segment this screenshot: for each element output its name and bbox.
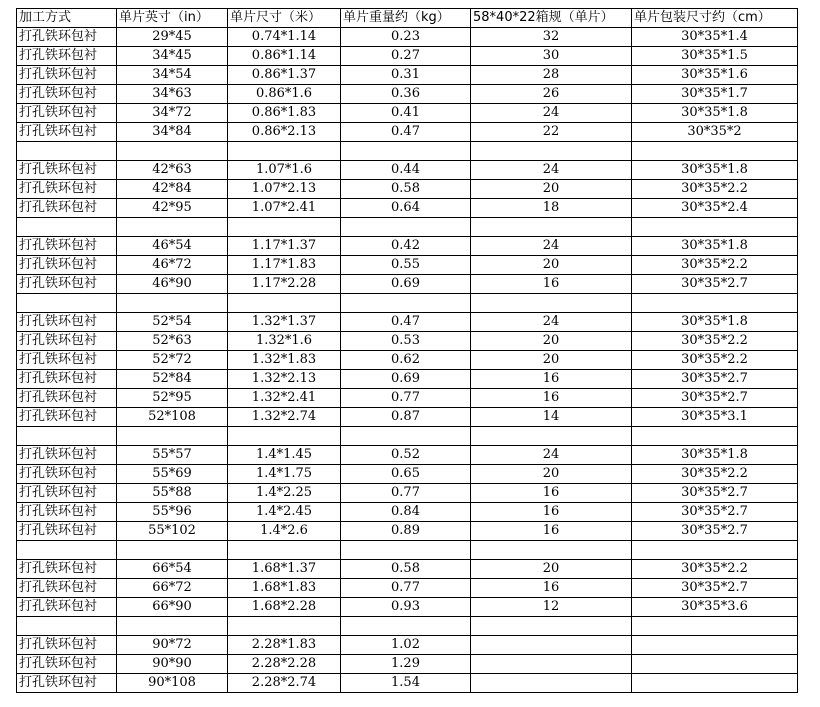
header-cell-size-meters[interactable]: 单片尺寸（米） [228,9,341,28]
table-row [17,484,798,503]
cell-size-meters[interactable]: 1.32*2.13 [228,370,341,389]
cell-processing-method[interactable]: 打孔铁环包衬 [17,655,117,674]
cell-size-inches[interactable]: 46*72 [117,256,228,275]
cell-carton-qty[interactable]: 16 [471,484,632,503]
table-row [17,332,798,351]
cell-weight[interactable] [341,617,471,636]
table-row [17,275,798,294]
cell-carton-qty[interactable]: 26 [471,85,632,104]
cell-processing-method[interactable]: 打孔铁环包衬 [17,351,117,370]
table-row [17,199,798,218]
cell-size-meters[interactable]: 1.07*1.6 [228,161,341,180]
cell-size-inches[interactable]: 34*45 [117,47,228,66]
cell-package-size[interactable] [632,294,798,313]
cell-size-meters[interactable]: 0.86*1.6 [228,85,341,104]
table-row [17,655,798,674]
cell-carton-qty[interactable]: 20 [471,351,632,370]
spacer-row [17,427,798,446]
cell-carton-qty[interactable] [471,427,632,446]
table-row [17,123,798,142]
cell-processing-method[interactable]: 打孔铁环包衬 [17,85,117,104]
cell-processing-method[interactable] [17,541,117,560]
cell-size-inches[interactable] [117,541,228,560]
cell-size-meters[interactable]: 1.32*1.83 [228,351,341,370]
cell-size-meters[interactable]: 1.4*2.45 [228,503,341,522]
cell-size-inches[interactable] [117,294,228,313]
cell-processing-method[interactable]: 打孔铁环包衬 [17,180,117,199]
header-cell-size-inches[interactable]: 单片英寸（in） [117,9,228,28]
table-row [17,579,798,598]
table-row [17,389,798,408]
cell-weight[interactable]: 0.31 [341,66,471,85]
cell-package-size[interactable]: 30*35*2.7 [632,579,798,598]
table-row [17,313,798,332]
cell-carton-qty[interactable]: 24 [471,313,632,332]
cell-weight[interactable]: 0.77 [341,484,471,503]
cell-weight[interactable]: 0.36 [341,85,471,104]
cell-package-size[interactable]: 30*35*2.4 [632,199,798,218]
header-cell-weight[interactable]: 单片重量约（kg） [341,9,471,28]
cell-package-size[interactable]: 30*35*2.2 [632,351,798,370]
cell-weight[interactable]: 0.87 [341,408,471,427]
cell-size-inches[interactable]: 34*72 [117,104,228,123]
cell-package-size[interactable]: 30*35*2.7 [632,275,798,294]
cell-carton-qty[interactable]: 24 [471,446,632,465]
cell-carton-qty[interactable]: 16 [471,522,632,541]
cell-processing-method[interactable] [17,294,117,313]
cell-size-inches[interactable]: 90*108 [117,674,228,693]
cell-weight[interactable] [341,541,471,560]
cell-carton-qty[interactable] [471,674,632,693]
cell-carton-qty[interactable] [471,142,632,161]
cell-size-inches[interactable]: 55*102 [117,522,228,541]
cell-package-size[interactable] [632,636,798,655]
cell-package-size[interactable]: 30*35*1.8 [632,161,798,180]
cell-carton-qty[interactable] [471,541,632,560]
cell-weight[interactable]: 0.65 [341,465,471,484]
cell-size-meters[interactable]: 1.07*2.13 [228,180,341,199]
cell-processing-method[interactable]: 打孔铁环包衬 [17,275,117,294]
cell-carton-qty[interactable]: 16 [471,370,632,389]
cell-package-size[interactable]: 30*35*2.2 [632,465,798,484]
cell-carton-qty[interactable]: 30 [471,47,632,66]
cell-size-meters[interactable] [228,541,341,560]
cell-processing-method[interactable]: 打孔铁环包衬 [17,66,117,85]
table-row [17,370,798,389]
cell-weight[interactable]: 0.44 [341,161,471,180]
cell-processing-method[interactable]: 打孔铁环包衬 [17,636,117,655]
table-row [17,674,798,693]
cell-weight[interactable]: 0.93 [341,598,471,617]
cell-weight[interactable]: 0.27 [341,47,471,66]
cell-processing-method[interactable]: 打孔铁环包衬 [17,389,117,408]
cell-weight[interactable]: 0.69 [341,370,471,389]
cell-size-inches[interactable]: 52*95 [117,389,228,408]
cell-carton-qty[interactable]: 12 [471,598,632,617]
cell-carton-qty[interactable]: 16 [471,579,632,598]
cell-weight[interactable]: 0.77 [341,389,471,408]
cell-processing-method[interactable]: 打孔铁环包衬 [17,28,117,47]
cell-weight[interactable]: 0.64 [341,199,471,218]
cell-package-size[interactable]: 30*35*2.2 [632,332,798,351]
cell-carton-qty[interactable]: 16 [471,389,632,408]
cell-processing-method[interactable] [17,617,117,636]
cell-processing-method[interactable] [17,218,117,237]
cell-package-size[interactable]: 30*35*1.8 [632,313,798,332]
cell-size-inches[interactable] [117,427,228,446]
cell-carton-qty[interactable]: 22 [471,123,632,142]
cell-package-size[interactable]: 30*35*2.7 [632,484,798,503]
cell-size-inches[interactable]: 52*108 [117,408,228,427]
cell-processing-method[interactable]: 打孔铁环包衬 [17,370,117,389]
cell-size-meters[interactable]: 1.4*2.6 [228,522,341,541]
cell-package-size[interactable]: 30*35*1.8 [632,104,798,123]
cell-size-meters[interactable]: 2.28*1.83 [228,636,341,655]
cell-size-meters[interactable]: 1.32*1.6 [228,332,341,351]
cell-package-size[interactable]: 30*35*2.7 [632,389,798,408]
cell-carton-qty[interactable]: 24 [471,104,632,123]
cell-size-inches[interactable]: 34*63 [117,85,228,104]
cell-size-meters[interactable]: 1.32*1.37 [228,313,341,332]
cell-size-meters[interactable]: 1.4*1.45 [228,446,341,465]
cell-processing-method[interactable]: 打孔铁环包衬 [17,408,117,427]
cell-weight[interactable]: 0.42 [341,237,471,256]
cell-processing-method[interactable]: 打孔铁环包衬 [17,598,117,617]
cell-weight[interactable]: 0.69 [341,275,471,294]
table-row [17,28,798,47]
cell-carton-qty[interactable] [471,218,632,237]
spacer-row [17,617,798,636]
cell-package-size[interactable] [632,617,798,636]
cell-carton-qty[interactable]: 32 [471,28,632,47]
cell-size-inches[interactable]: 29*45 [117,28,228,47]
cell-size-meters[interactable] [228,617,341,636]
cell-size-inches[interactable]: 55*88 [117,484,228,503]
cell-carton-qty[interactable]: 14 [471,408,632,427]
cell-package-size[interactable]: 30*35*2 [632,123,798,142]
cell-carton-qty[interactable] [471,655,632,674]
cell-processing-method[interactable]: 打孔铁环包衬 [17,123,117,142]
cell-size-inches[interactable]: 52*84 [117,370,228,389]
header-cell-package-size[interactable]: 单片包装尺寸约（cm） [632,9,798,28]
cell-package-size[interactable]: 30*35*3.1 [632,408,798,427]
cell-size-meters[interactable]: 1.17*1.37 [228,237,341,256]
cell-processing-method[interactable]: 打孔铁环包衬 [17,104,117,123]
cell-weight[interactable]: 0.23 [341,28,471,47]
cell-weight[interactable]: 0.84 [341,503,471,522]
table-row [17,351,798,370]
cell-processing-method[interactable]: 打孔铁环包衬 [17,465,117,484]
cell-carton-qty[interactable]: 20 [471,560,632,579]
cell-carton-qty[interactable]: 28 [471,66,632,85]
cell-size-meters[interactable]: 1.32*2.41 [228,389,341,408]
table-row [17,85,798,104]
cell-size-meters[interactable]: 0.86*1.37 [228,66,341,85]
cell-size-meters[interactable]: 0.74*1.14 [228,28,341,47]
cell-package-size[interactable]: 30*35*2.7 [632,503,798,522]
cell-size-meters[interactable]: 1.17*1.83 [228,256,341,275]
table-row [17,446,798,465]
cell-size-meters[interactable]: 1.68*1.83 [228,579,341,598]
cell-weight[interactable]: 1.02 [341,636,471,655]
cell-size-inches[interactable]: 46*90 [117,275,228,294]
cell-size-meters[interactable]: 1.4*1.75 [228,465,341,484]
spacer-row [17,541,798,560]
cell-processing-method[interactable] [17,427,117,446]
cell-package-size[interactable] [632,655,798,674]
cell-package-size[interactable] [632,674,798,693]
cell-processing-method[interactable]: 打孔铁环包衬 [17,313,117,332]
header-cell-processing-method[interactable]: 加工方式 [17,9,117,28]
cell-carton-qty[interactable]: 24 [471,161,632,180]
cell-weight[interactable] [341,142,471,161]
cell-processing-method[interactable]: 打孔铁环包衬 [17,332,117,351]
cell-weight[interactable]: 1.29 [341,655,471,674]
cell-processing-method[interactable]: 打孔铁环包衬 [17,560,117,579]
cell-carton-qty[interactable]: 16 [471,503,632,522]
cell-processing-method[interactable]: 打孔铁环包衬 [17,674,117,693]
cell-package-size[interactable]: 30*35*2.2 [632,256,798,275]
cell-weight[interactable]: 0.52 [341,446,471,465]
cell-weight[interactable]: 0.47 [341,313,471,332]
product-spec-table [16,8,798,693]
cell-size-meters[interactable] [228,218,341,237]
spacer-row [17,294,798,313]
cell-processing-method[interactable]: 打孔铁环包衬 [17,47,117,66]
cell-size-meters[interactable] [228,142,341,161]
cell-size-meters[interactable]: 0.86*2.13 [228,123,341,142]
cell-weight[interactable]: 0.47 [341,123,471,142]
cell-size-inches[interactable]: 90*72 [117,636,228,655]
cell-weight[interactable]: 0.62 [341,351,471,370]
cell-carton-qty[interactable]: 20 [471,332,632,351]
cell-carton-qty[interactable] [471,636,632,655]
cell-weight[interactable]: 0.77 [341,579,471,598]
table-row [17,503,798,522]
cell-package-size[interactable]: 30*35*2.2 [632,180,798,199]
cell-package-size[interactable]: 30*35*1.6 [632,66,798,85]
cell-package-size[interactable]: 30*35*3.6 [632,598,798,617]
cell-package-size[interactable] [632,541,798,560]
cell-processing-method[interactable]: 打孔铁环包衬 [17,484,117,503]
cell-size-inches[interactable]: 55*57 [117,446,228,465]
cell-size-meters[interactable]: 1.07*2.41 [228,199,341,218]
cell-package-size[interactable]: 30*35*1.5 [632,47,798,66]
cell-processing-method[interactable]: 打孔铁环包衬 [17,522,117,541]
cell-weight[interactable]: 0.58 [341,180,471,199]
cell-size-meters[interactable]: 1.32*2.74 [228,408,341,427]
table-row [17,465,798,484]
table-row [17,522,798,541]
cell-carton-qty[interactable]: 18 [471,199,632,218]
cell-size-inches[interactable]: 42*63 [117,161,228,180]
cell-size-inches[interactable]: 42*84 [117,180,228,199]
cell-size-meters[interactable]: 1.68*1.37 [228,560,341,579]
cell-package-size[interactable]: 30*35*1.8 [632,446,798,465]
cell-size-inches[interactable]: 55*69 [117,465,228,484]
cell-weight[interactable]: 0.55 [341,256,471,275]
cell-processing-method[interactable]: 打孔铁环包衬 [17,579,117,598]
table-body [17,9,798,693]
table-row [17,256,798,275]
cell-package-size[interactable]: 30*35*1.4 [632,28,798,47]
cell-package-size[interactable]: 30*35*2.2 [632,560,798,579]
table-row [17,180,798,199]
cell-size-inches[interactable]: 66*54 [117,560,228,579]
cell-size-meters[interactable]: 1.68*2.28 [228,598,341,617]
cell-size-inches[interactable] [117,218,228,237]
cell-carton-qty[interactable] [471,294,632,313]
cell-size-meters[interactable]: 2.28*2.74 [228,674,341,693]
cell-weight[interactable]: 0.41 [341,104,471,123]
cell-size-inches[interactable]: 34*84 [117,123,228,142]
cell-size-inches[interactable]: 34*54 [117,66,228,85]
cell-package-size[interactable]: 30*35*2.7 [632,370,798,389]
table-row [17,560,798,579]
cell-size-inches[interactable]: 42*95 [117,199,228,218]
cell-size-inches[interactable]: 90*90 [117,655,228,674]
cell-processing-method[interactable]: 打孔铁环包衬 [17,256,117,275]
cell-processing-method[interactable]: 打孔铁环包衬 [17,446,117,465]
cell-carton-qty[interactable]: 20 [471,465,632,484]
cell-package-size[interactable]: 30*35*2.7 [632,522,798,541]
cell-weight[interactable]: 0.89 [341,522,471,541]
cell-package-size[interactable]: 30*35*1.8 [632,237,798,256]
cell-weight[interactable] [341,427,471,446]
table-row [17,598,798,617]
cell-size-inches[interactable]: 66*90 [117,598,228,617]
cell-weight[interactable]: 1.54 [341,674,471,693]
table-row [17,408,798,427]
cell-size-inches[interactable]: 55*96 [117,503,228,522]
cell-carton-qty[interactable]: 24 [471,237,632,256]
cell-processing-method[interactable]: 打孔铁环包衬 [17,199,117,218]
header-cell-carton-spec[interactable]: 58*40*22箱规（单片） [471,9,632,28]
cell-size-meters[interactable] [228,294,341,313]
cell-package-size[interactable] [632,427,798,446]
cell-size-inches[interactable] [117,142,228,161]
header-row [17,9,798,28]
cell-carton-qty[interactable]: 16 [471,275,632,294]
cell-size-inches[interactable]: 52*72 [117,351,228,370]
cell-weight[interactable]: 0.58 [341,560,471,579]
cell-size-inches[interactable] [117,617,228,636]
cell-size-inches[interactable]: 52*63 [117,332,228,351]
cell-size-meters[interactable]: 2.28*2.28 [228,655,341,674]
cell-package-size[interactable] [632,142,798,161]
table-row [17,66,798,85]
cell-size-inches[interactable]: 46*54 [117,237,228,256]
cell-carton-qty[interactable]: 20 [471,180,632,199]
table-row [17,47,798,66]
cell-processing-method[interactable]: 打孔铁环包衬 [17,237,117,256]
cell-package-size[interactable] [632,218,798,237]
cell-size-meters[interactable] [228,427,341,446]
table-row [17,161,798,180]
cell-weight[interactable] [341,294,471,313]
cell-carton-qty[interactable] [471,617,632,636]
cell-size-meters[interactable]: 0.86*1.14 [228,47,341,66]
cell-carton-qty[interactable]: 20 [471,256,632,275]
cell-size-inches[interactable]: 52*54 [117,313,228,332]
cell-processing-method[interactable] [17,142,117,161]
spacer-row [17,218,798,237]
cell-size-meters[interactable]: 1.4*2.25 [228,484,341,503]
cell-package-size[interactable]: 30*35*1.7 [632,85,798,104]
spacer-row [17,142,798,161]
cell-size-meters[interactable]: 0.86*1.83 [228,104,341,123]
cell-size-inches[interactable]: 66*72 [117,579,228,598]
table-row [17,237,798,256]
cell-processing-method[interactable]: 打孔铁环包衬 [17,503,117,522]
cell-weight[interactable]: 0.53 [341,332,471,351]
cell-weight[interactable] [341,218,471,237]
cell-processing-method[interactable]: 打孔铁环包衬 [17,161,117,180]
table-row [17,104,798,123]
table-row [17,636,798,655]
cell-size-meters[interactable]: 1.17*2.28 [228,275,341,294]
